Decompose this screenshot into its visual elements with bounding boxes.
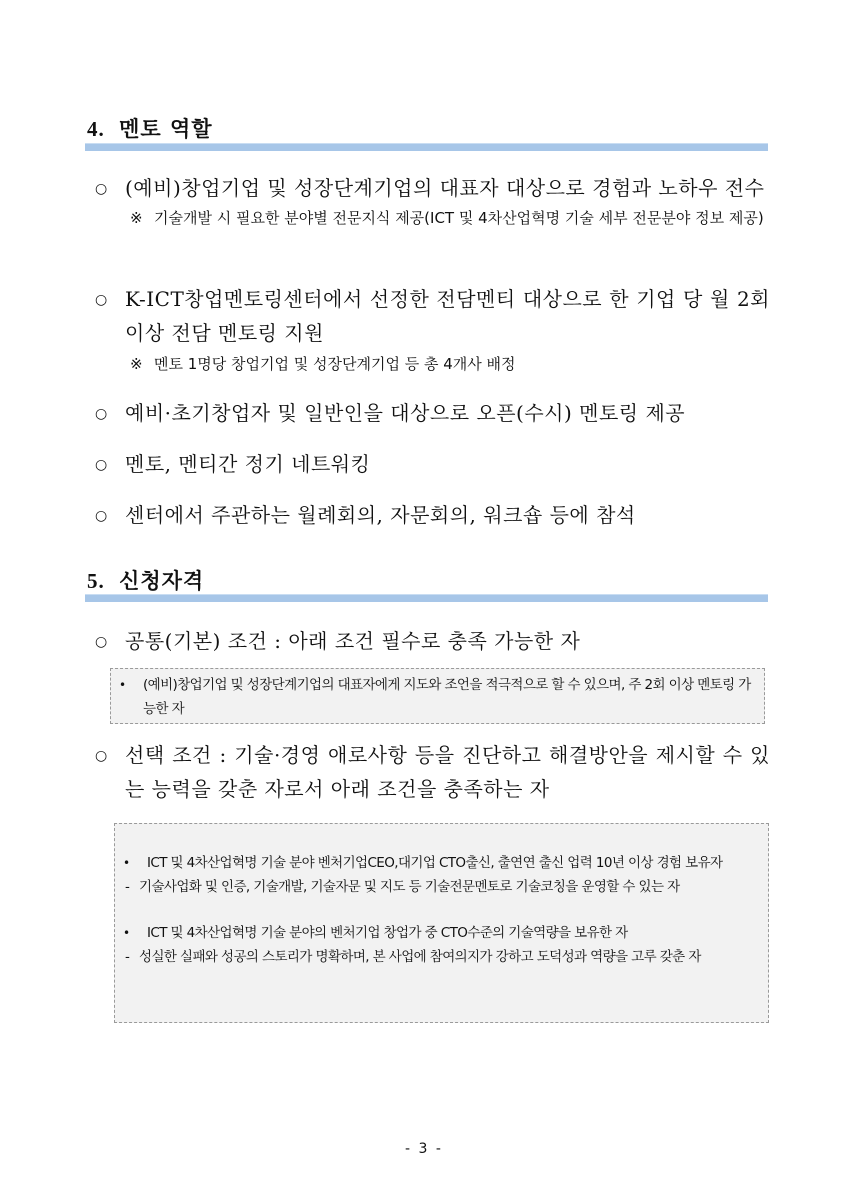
section-5-heading-bar xyxy=(85,594,768,602)
circle-bullet-icon: ○ xyxy=(95,508,108,524)
circle-bullet-icon: ○ xyxy=(95,634,108,650)
dot-bullet-icon: • xyxy=(123,926,130,940)
reference-mark-icon: ※ xyxy=(130,209,143,227)
common-condition-box xyxy=(110,668,765,724)
section-5-number: 5. xyxy=(87,569,105,593)
section-4-heading-bar xyxy=(85,143,768,151)
optional-condition-box xyxy=(114,823,769,1023)
role-item-3: ○ 예비·초기창업자 및 일반인을 대상으로 오픈(수시) 멘토링 제공 xyxy=(95,396,770,430)
role-item-5: ○ 센터에서 주관하는 월례회의, 자문회의, 워크숍 등에 참석 xyxy=(95,498,770,532)
circle-bullet-icon: ○ xyxy=(95,406,108,422)
reference-mark-icon: ※ xyxy=(130,355,143,373)
section-5-heading xyxy=(87,565,204,595)
role-note-2: ※ 멘토 1명당 창업기업 및 성장단계기업 등 총 4개사 배정 xyxy=(130,352,770,377)
optional-condition-sub-2: - 성실한 실패와 성공의 스토리가 명확하며, 본 사업에 참여의지가 강하고 도덕성과 역량을 고루 갖춘 자 xyxy=(125,949,701,965)
dot-bullet-icon: • xyxy=(119,678,126,692)
optional-condition: ○ 선택 조건 : 기술·경영 애로사항 등을 진단하고 해결방안을 제시할 수 있는 능력을 갖춘 자로서 아래 조건을 충족하는 자 xyxy=(95,738,770,806)
circle-bullet-icon: ○ xyxy=(95,181,108,197)
circle-bullet-icon: ○ xyxy=(95,457,108,473)
section-5-title: 신청자격 xyxy=(119,568,205,593)
common-condition-item: • (예비)창업기업 및 성장단계기업의 대표자에게 지도와 조언을 적극적으로 할 수 있으며, 주 2회 이상 멘토링 가능한 자 xyxy=(119,673,759,721)
section-4-heading xyxy=(87,113,213,143)
section-4-title: 멘토 역할 xyxy=(119,116,213,141)
circle-bullet-icon: ○ xyxy=(95,748,108,764)
role-note-1: ※ 기술개발 시 필요한 분야별 전문지식 제공(ICT 및 4차산업혁명 기술 세부 전문분야 정보 제공) xyxy=(130,206,770,231)
dot-bullet-icon: • xyxy=(123,856,130,870)
circle-bullet-icon: ○ xyxy=(95,292,108,308)
optional-condition-sub-1: - 기술사업화 및 인증, 기술개발, 기술자문 및 지도 등 기술전문멘토로 기술코칭을 운영할 수 있는 자 xyxy=(125,879,680,895)
role-item-4: ○ 멘토, 멘티간 정기 네트워킹 xyxy=(95,447,770,481)
optional-condition-item-1: • ICT 및 4차산업혁명 기술 분야 벤처기업CEO,대기업 CTO출신, 출연연 출신 업력 10년 이상 경험 보유자 xyxy=(123,851,763,875)
section-4-number: 4. xyxy=(87,117,105,141)
role-item-1: ○ (예비)창업기업 및 성장단계기업의 대표자 대상으로 경험과 노하우 전수 xyxy=(95,171,770,205)
page-number: - 3 - xyxy=(405,1141,443,1157)
optional-condition-item-2: • ICT 및 4차산업혁명 기술 분야의 벤처기업 창업가 중 CTO수준의 기술역량을 보유한 자 xyxy=(123,921,763,945)
common-condition: ○ 공통(기본) 조건 : 아래 조건 필수로 충족 가능한 자 xyxy=(95,624,770,658)
role-item-2: ○ K-ICT창업멘토링센터에서 선정한 전담멘티 대상으로 한 기업 당 월 2회 이상 전담 멘토링 지원 xyxy=(95,282,770,350)
